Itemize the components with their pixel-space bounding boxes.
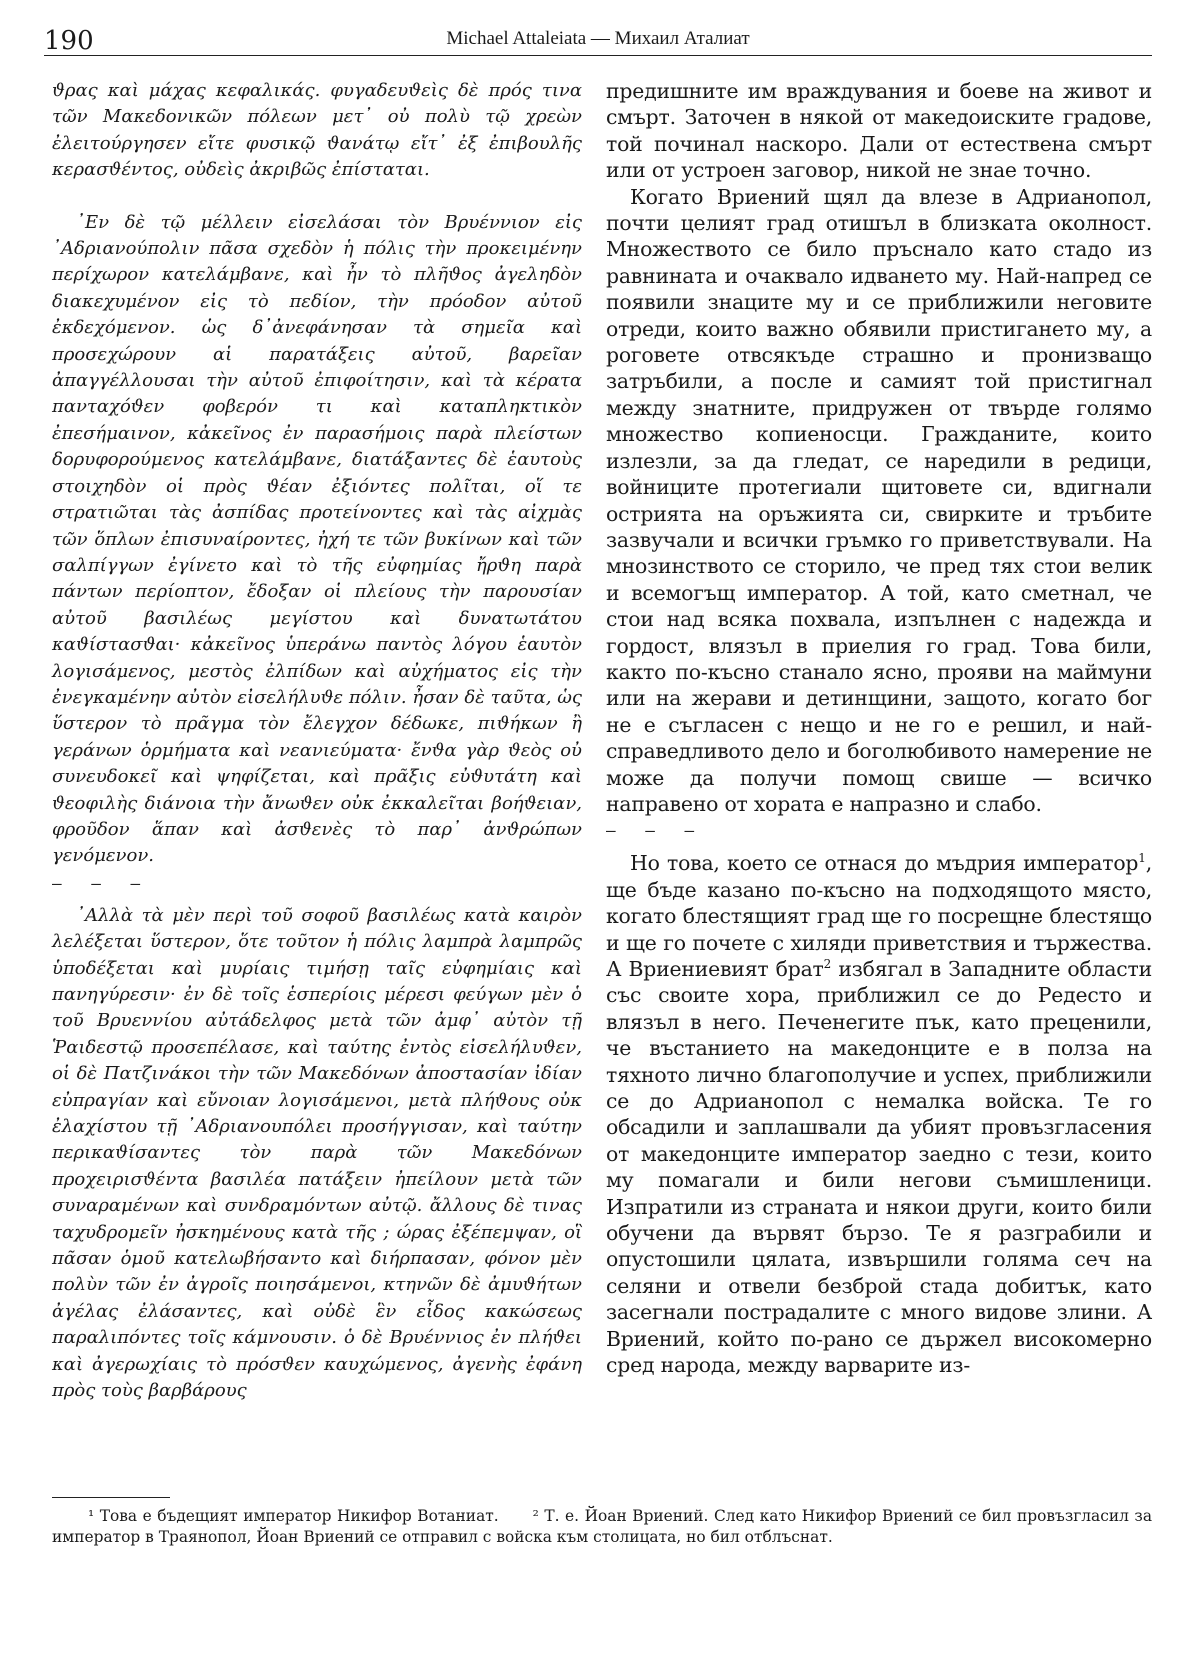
greek-column xyxy=(52,78,582,1405)
paragraph-text: , ще бъде казано по-късно на подходящото място, когато блестящият град ще го посрещне блестящо и ще го почете с хиляди приветствия и тържества. А Вриениевият брат xyxy=(606,851,1152,981)
greek-paragraph: ᾿Αλλὰ τὰ μὲν περὶ τοῦ σοφοῦ βασιλέως κατὰ καιρὸν λελέξεται ὕστερον, ὅτε τοῦτον ἡ πόλις λαμπρὰ λαμπρῶς ὑποδέξεται καὶ μυρίαις τιμήσῃ ταῖς εὐφημίαις καὶ πανηγύρεσιν· ἐν δὲ τοῖς ἑσπερίοις μέρεσι φεύγων μὲν ὁ τοῦ Βρυεννίου αὐτάδελφος μετὰ τῶν ἀμφ᾿ αὐτὸν τῇ Ῥαιδεστῷ προσεπέλασε, καὶ ταύτης ἐντὸς εἰσελήλυϑεν, οἱ δὲ Πατζινάκοι τὴν τῶν Μακεδόνων ἀποστασίαν ἰδίαν εὐπραγίαν καὶ εὔνοιαν λογισάμενοι, μετὰ πλήϑους οὐκ ἐλαχίστου τῇ ᾿Αδριανουπόλει προσήγγισαν, καὶ ταύτην περικαϑίσαντες τὸν παρὰ τῶν Μακεδόνων προχειρισϑέντα βασιλέα πατάξειν ἠπείλουν μετὰ τῶν συναραμένων καὶ συνδραμόντων αὐτῷ. ἄλλους δὲ τινας ταχυδρομεῖν ἠσκημένους κατὰ τῆς ; ώρας ἐξέπεμψαν, οἳ πᾶσαν ὁμοῦ κατελωβήσαντο καὶ διήρπασαν, φόνον μὲν πολὺν τῶν ἐν ἀγροῖς ποιησάμενοι, κτηνῶν δὲ ἀμυϑήτων ἀγέλας ἐλάσαντες, καὶ οὐδὲ ἓν εἶδος κακώσεως παραλιπόντες τοῖς κάμνουσιν. ὁ δὲ Βρυέννιος ἐν πλήϑει καὶ ἀγερωχίαις τὸ πρόσϑεν καυχώμενος, ἀγενὴς ἐφάνη πρὸς τοὺς βαρβάρους xyxy=(52,904,582,1402)
paragraph-text: избягал в Западните области със своите хора, приближил се до Редесто и влязъл в него. Печенегите пък, като преценили, че въстанието на македонците е в полза на тяхното лично благополучие и успех, приближили се до Адрианопол с немалка войска. Те го обсадили и заплашвали да убият провъзгласения от македонците император заедно с тези, които му помагали и били негови съмишленици. Изпратили из страната и някои други, които били обучени да вървят бързо. Те я разграбили и опустошили цялата, извършили голяма сеч на селяни и отвели безброй стада добитък, като засегнали пострадалите с много видове злини. А Вриений, който по-рано се държел високомерно сред народа, между варварите из- xyxy=(606,957,1152,1378)
section-separator: — — — xyxy=(52,873,151,893)
paragraph-gap xyxy=(52,184,582,210)
section-separator: — — — xyxy=(606,821,705,841)
bulgarian-paragraph: предишните им враждувания и боеве на живот и смърт. Заточен в някой от македоиските градове, той починал наскоро. Дали от естествена смърт или от устроен заговор, никой не знае точно. xyxy=(606,79,1152,183)
footnotes xyxy=(52,1506,1152,1548)
header-rule xyxy=(44,55,1152,56)
footnote-1: ¹ Това е бъдещият император Никифор Вотаниат. xyxy=(88,1507,499,1525)
footnote-ref-1[interactable]: 1 xyxy=(1138,851,1146,866)
footnote-2: ² Т. е. Йоан Вриений. След като Никифор Вриений се бил провъзгласил за император в Траянопол, Йоан Вриений се отправил с войска към столицата, но бил отблъснат. xyxy=(52,1507,1152,1546)
greek-paragraph: ϑρας καὶ μάχας κεφαλικάς. φυγαδευϑεὶς δὲ πρός τινα τῶν Μακεδονικῶν πόλεων μετ᾿ οὐ πολὺ τῷ χρεὼν ἐλειτούργησεν εἴτε φυσικῷ ϑανάτῳ εἴτ᾿ ἐξ ἐπιβουλῆς κερασϑέντος, οὐδεὶς ἀκριβῶς ἐπίσταται. xyxy=(52,80,582,181)
page-header xyxy=(44,22,1152,56)
bulgarian-paragraph: Когато Вриений щял да влезе в Адрианопол, почти целият град отишъл в близката околност. Множеството се било пръснало като стадо из равнината и очаквало идването му. Най-напред се появили знаците му и се приближили неговите отреди, които важно обявили пристигането му, а роговете отвсякъде страшно и пронизващо затръбили, а после и самият той пристигнал между знатните, придружен от твърде голямо множество копиеносци. Гражданите, които излезли, за да гледат, се наредили в редици, войниците протегиали щитовете си, вдигнали острията на оръжията си, свирките и тръбите зазвучали и всички гръмко го приветствували. На мнозинството се сторило, че пред тях стои велик и всемогъщ император. А той, като сметнал, че стои над всяка похвала, изпълнен с надежда и гордост, влязъл в приелия го град. Това били, както по-късно станало ясно, прояви на маймуни или на жерави и детинщини, защото, когато бог не е съгласен с нещо и не го е решил, и най-справедливото дело и боголюбивото намерение не може да получи помощ свише — всичко направено от хората е напразно и слабо. xyxy=(606,184,1152,816)
bulgarian-column xyxy=(606,78,1152,1379)
footnote-rule xyxy=(52,1497,170,1498)
bulgarian-paragraph xyxy=(606,850,1152,1378)
paragraph-text: Но това, което се отнася до мъдрия император xyxy=(630,851,1139,876)
running-title: Michael Attaleiata — Михаил Аталиат xyxy=(446,28,750,49)
greek-paragraph: ᾿Εν δὲ τῷ μέλλειν εἰσελάσαι τὸν Βρυέννιον εἰς ᾿Αδριανούπολιν πᾶσα σχεδὸν ἡ πόλις τὴν προκειμένην περίχωρον κατελάμβανε, καὶ ἦν τὸ πλῆϑος ἀγεληδὸν διακεχυμένον εἰς τὸ πεδίον, τὴν πρόοδον αὐτοῦ ἐκδεχόμενον. ὡς δ᾿ἀνεφάνησαν τὰ σημεῖα καὶ προσεχώρουν αἱ παρατάξεις αὐτοῦ, βαρεῖαν ἀπαγγέλλουσαι τὴν αὐτοῦ ἐπιφοίτησιν, καὶ τὰ κέρατα πανταχόϑεν φοβερόν τι καὶ καταπληκτικὸν ἐπεσήμαινον, κἀκεῖνος ἐν παρασήμοις παρὰ πλείστων δορυφορούμενος κατελάμβανε, διατάξαντες δὲ ἑαυτοὺς στοιχηδὸν οἱ πρὸς ϑέαν ἐξιόντες πολῖται, οἵ τε στρατιῶται τὰς ἀσπίδας προτείνοντες καὶ τὰς αἰχμὰς τῶν ὅπλων ἐπισυναίροντες, ἠχή τε τῶν βυκίνων καὶ τῶν σαλπίγγων ἐγίνετο καὶ τὸ τῆς εὐφημίας ἤρϑη παρὰ πάντων περίοπτον, ἔδοξαν οἱ πλείους τὴν παρουσίαν αὐτοῦ βασιλέως μεγίστου καὶ δυνατωτάτου καϑίστασϑαι· κἀκεῖνος ὑπεράνω παντὸς λόγου ἑαυτὸν λογισάμενος, μεστὸς ἐλπίδων καὶ αὐχήματος εἰς τὴν ἐνεγκαμένην αὐτὸν εἰσελήλυϑε πόλιν. ἦσαν δὲ ταῦτα, ὡς ὕστερον τὸ πρᾶγμα τὸν ἔλεγχον δέδωκε, πιϑήκων ἢ γεράνων ὁρμήματα καὶ νεανιεύματα· ἔνϑα γὰρ ϑεὸς οὐ συνευδοκεῖ καὶ ψηφίζεται, καὶ πρᾶξις εὐϑυτάτη καὶ ϑεοφιλὴς διάνοια τὴν ἄνωϑεν οὐκ ἐκκαλεῖται βοήϑειαν, φροῦδον ἅπαν καὶ ἀσϑενὲς τὸ παρ᾿ ἀνϑρώπων γενόμενον. xyxy=(52,211,582,867)
page-number: 190 xyxy=(44,26,94,56)
footnote-ref-2[interactable]: 2 xyxy=(823,957,832,972)
